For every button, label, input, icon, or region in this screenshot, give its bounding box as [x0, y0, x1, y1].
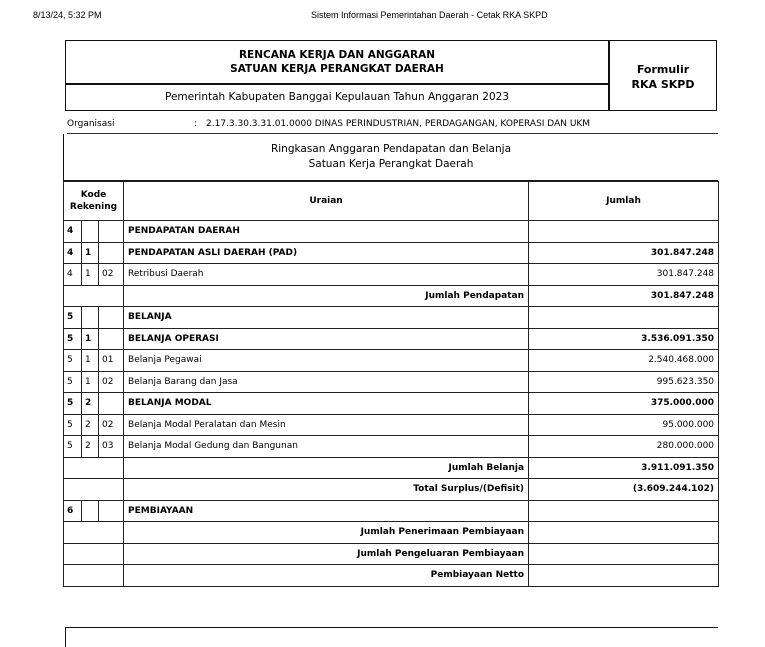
code-3: 01 [99, 350, 124, 372]
uraian-cell: PENDAPATAN ASLI DAERAH (PAD) [124, 242, 529, 264]
code-empty [64, 543, 124, 565]
table-total-row [64, 565, 719, 587]
code-1: 6 [64, 500, 82, 522]
jumlah-cell [529, 500, 719, 522]
code-1: 4 [64, 242, 82, 264]
organisasi-label: Organisasi [67, 119, 115, 129]
code-1: 5 [64, 307, 82, 329]
table-total-row [64, 543, 719, 565]
total-value: 3.911.091.350 [529, 457, 719, 479]
code-empty [64, 285, 124, 307]
table-row [64, 414, 719, 436]
code-2 [82, 500, 99, 522]
document-title-line2: SATUAN KERJA PERANGKAT DAERAH [230, 63, 444, 75]
print-page-title: Sistem Informasi Pemerintahan Daerah - Cetak RKA SKPD [311, 10, 548, 20]
summary-title-box [63, 134, 718, 181]
uraian-cell: Belanja Modal Gedung dan Bangunan [124, 436, 529, 458]
total-label: Jumlah Belanja [124, 457, 529, 479]
total-label: Jumlah Pendapatan [124, 285, 529, 307]
uraian-cell: Retribusi Daerah [124, 264, 529, 286]
table-row [64, 500, 719, 522]
uraian-cell: BELANJA OPERASI [124, 328, 529, 350]
code-2: 2 [82, 414, 99, 436]
jumlah-cell: 3.536.091.350 [529, 328, 719, 350]
total-value [529, 543, 719, 565]
jumlah-cell: 301.847.248 [529, 264, 719, 286]
table-row [64, 264, 719, 286]
uraian-cell: BELANJA MODAL [124, 393, 529, 415]
total-label: Total Surplus/(Defisit) [124, 479, 529, 501]
code-2 [82, 221, 99, 243]
organisasi-row [67, 118, 718, 134]
table-row [64, 371, 719, 393]
document-subtitle: Pemerintah Kabupaten Banggai Kepulauan Tahun Anggaran 2023 [164, 91, 510, 103]
code-1: 5 [64, 436, 82, 458]
code-1: 5 [64, 414, 82, 436]
code-1: 5 [64, 371, 82, 393]
table-row [64, 350, 719, 372]
table-row [64, 393, 719, 415]
code-empty [64, 565, 124, 587]
code-empty [64, 479, 124, 501]
jumlah-cell: 995.623.350 [529, 371, 719, 393]
summary-title-line1: Ringkasan Anggaran Pendapatan dan Belanja [270, 143, 512, 155]
organisasi-value: 2.17.3.30.3.31.01.0000 DINAS PERINDUSTRIAN, PERDAGANGAN, KOPERASI DAN UKM [206, 119, 591, 129]
jumlah-cell [529, 307, 719, 329]
table-row [64, 221, 719, 243]
total-value [529, 522, 719, 544]
table-row [64, 328, 719, 350]
code-3: 02 [99, 371, 124, 393]
code-2: 1 [82, 264, 99, 286]
code-1: 4 [64, 264, 82, 286]
uraian-cell: Belanja Pegawai [124, 350, 529, 372]
code-empty [64, 522, 124, 544]
table-total-row [64, 522, 719, 544]
code-2: 2 [82, 436, 99, 458]
code-2: 1 [82, 328, 99, 350]
code-3 [99, 221, 124, 243]
jumlah-cell [529, 221, 719, 243]
uraian-cell: Belanja Barang dan Jasa [124, 371, 529, 393]
code-empty [64, 457, 124, 479]
total-value [529, 565, 719, 587]
code-3 [99, 393, 124, 415]
code-1: 4 [64, 221, 82, 243]
code-3: 02 [99, 414, 124, 436]
summary-title-line2: Satuan Kerja Perangkat Daerah [308, 158, 474, 170]
code-1: 5 [64, 393, 82, 415]
code-1: 5 [64, 328, 82, 350]
total-value: (3.609.244.102) [529, 479, 719, 501]
header-kode-line1: Kode [80, 190, 107, 200]
jumlah-cell: 301.847.248 [529, 242, 719, 264]
code-2 [82, 307, 99, 329]
print-header [0, 10, 765, 24]
code-3: 03 [99, 436, 124, 458]
code-2: 1 [82, 242, 99, 264]
code-2: 1 [82, 350, 99, 372]
code-3 [99, 307, 124, 329]
code-3 [99, 328, 124, 350]
organisasi-separator: : [194, 119, 198, 129]
header-jumlah: Jumlah [529, 182, 719, 221]
document-title-block [66, 41, 610, 110]
jumlah-cell: 2.540.468.000 [529, 350, 719, 372]
form-label-line2: RKA SKPD [631, 78, 695, 91]
uraian-cell: BELANJA [124, 307, 529, 329]
total-label: Jumlah Penerimaan Pembiayaan [124, 522, 529, 544]
uraian-cell: PEMBIAYAAN [124, 500, 529, 522]
document-header [65, 40, 717, 111]
table-row [64, 436, 719, 458]
uraian-cell: PENDAPATAN DAERAH [124, 221, 529, 243]
jumlah-cell: 280.000.000 [529, 436, 719, 458]
header-kode-rekening [64, 182, 124, 221]
document-title [66, 41, 608, 85]
total-value: 301.847.248 [529, 285, 719, 307]
code-3 [99, 500, 124, 522]
jumlah-cell: 375.000.000 [529, 393, 719, 415]
code-3: 02 [99, 264, 124, 286]
table-row [64, 242, 719, 264]
budget-summary-table [63, 181, 719, 587]
table-total-row [64, 479, 719, 501]
form-label-line1: Formulir [636, 63, 690, 76]
table-total-row [64, 457, 719, 479]
next-section-box [65, 627, 718, 647]
code-3 [99, 242, 124, 264]
total-label: Jumlah Pengeluaran Pembiayaan [124, 543, 529, 565]
table-row [64, 307, 719, 329]
print-datetime: 8/13/24, 5:32 PM [33, 10, 102, 20]
jumlah-cell: 95.000.000 [529, 414, 719, 436]
header-uraian: Uraian [124, 182, 529, 221]
table-total-row [64, 285, 719, 307]
code-2: 2 [82, 393, 99, 415]
form-label [610, 41, 716, 110]
total-label: Pembiayaan Netto [124, 565, 529, 587]
code-1: 5 [64, 350, 82, 372]
code-2: 1 [82, 371, 99, 393]
document-title-line1: RENCANA KERJA DAN ANGGARAN [238, 49, 436, 61]
uraian-cell: Belanja Modal Peralatan dan Mesin [124, 414, 529, 436]
table-header-row [64, 182, 719, 221]
header-kode-line2: Rekening [69, 202, 118, 212]
